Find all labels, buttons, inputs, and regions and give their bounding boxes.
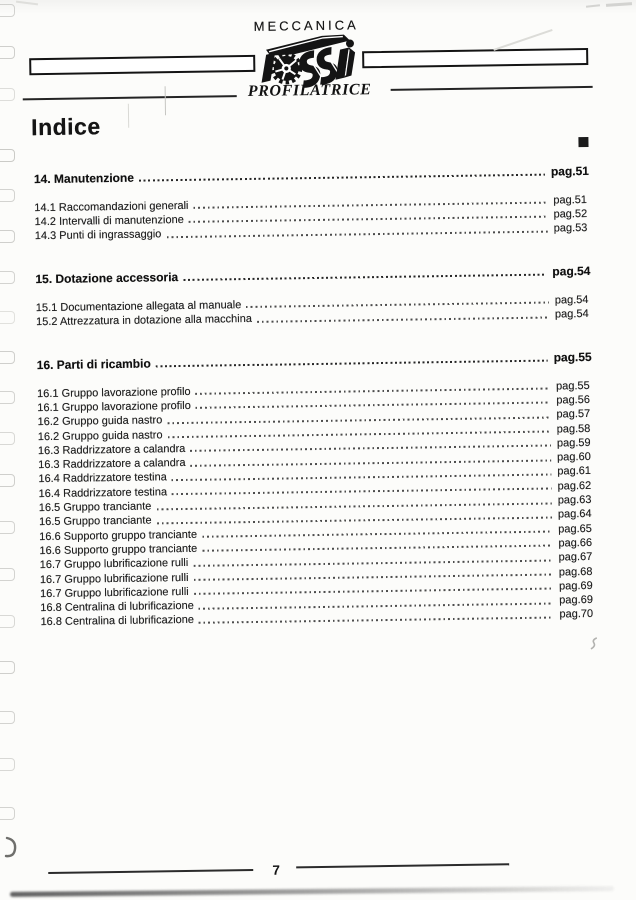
toc-entry-label: 16.1 Gruppo lavorazione profilo (37, 385, 191, 400)
brand-name: MECCANICA (253, 17, 359, 34)
toc-entry-label: 16.3 Raddrizzatore a calandra (37, 442, 186, 458)
toc-entry-label: 14.1 Raccomandazioni generali (34, 199, 189, 214)
toc-entry-label: 16.8 Centralina di lubrificazione (40, 614, 195, 629)
toc-entry-label: 16.7 Gruppo lubrificazione rulli (39, 571, 189, 586)
scan-crease (165, 86, 166, 115)
dotted-leader (166, 230, 547, 238)
toc-entry-label: 15. Dotazione accessoria (35, 270, 179, 287)
dotted-leader (183, 274, 546, 281)
toc-row (35, 264, 598, 287)
dotted-leader (156, 360, 548, 368)
toc-entry-label: 14.3 Punti di ingrassaggio (34, 228, 162, 243)
toc-entry-page: pag.54 (554, 293, 589, 307)
toc-entry-label: 14. Manutenzione (33, 170, 135, 187)
toc-entry-page: pag.58 (556, 422, 591, 436)
toc-entry-page: pag.54 (554, 308, 589, 321)
toc-entry-label: 16.7 Gruppo lubrificazione rulli (39, 557, 189, 572)
section-marker-square (578, 137, 588, 147)
toc-entry-page: pag.52 (553, 207, 588, 221)
scan-crease (128, 104, 129, 128)
scan-wrinkle (493, 29, 552, 50)
toc-entry-page: pag.68 (558, 565, 593, 578)
header-rule-left (23, 95, 237, 100)
toc-row (34, 164, 597, 187)
toc-entry-page: pag.51 (553, 193, 588, 207)
toc-entry-label: 16.2 Gruppo guida nastro (37, 414, 163, 429)
toc-entry-label: 16.2 Gruppo guida nastro (37, 428, 163, 443)
toc-entry-page: pag.60 (557, 451, 591, 464)
toc-entry-page: pag.55 (553, 350, 592, 365)
toc-entry-page: pag.59 (556, 436, 591, 450)
toc-entry-label: 16.8 Centralina di lubrificazione (40, 599, 194, 615)
page-number: 7 (272, 862, 281, 878)
toc-entry-page: pag.53 (553, 222, 588, 235)
toc-entry-page: pag.51 (550, 164, 590, 179)
scan-squiggle-mark (588, 636, 600, 655)
toc-entry-page: pag.69 (559, 594, 594, 607)
toc-entry-page: pag.64 (557, 508, 592, 521)
toc-entry-page: pag.66 (558, 536, 593, 550)
toc-entry-label: 16.6 Supporto gruppo tranciante (39, 528, 198, 543)
toc-row (37, 350, 600, 373)
toc-entry-label: 14.2 Intervalli di manutenzione (34, 213, 184, 229)
toc-entry-label: 16.5 Gruppo tranciante (38, 500, 152, 515)
toc-entry-page: pag.62 (557, 479, 592, 493)
toc-list (34, 164, 604, 629)
machine-name: PROFILATRICE (247, 81, 372, 101)
toc-entry-page: pag.63 (557, 493, 592, 507)
toc-entry-page: pag.56 (556, 393, 591, 407)
footer-rule-left (48, 869, 253, 874)
toc-entry-page: pag.67 (558, 551, 593, 564)
toc-entry-page: pag.55 (555, 379, 590, 393)
toc-entry-page: pag.61 (557, 465, 592, 478)
toc-entry-label: 16.6 Supporto gruppo tranciante (39, 542, 198, 558)
dotted-leader (199, 616, 554, 623)
dotted-leader (139, 174, 545, 182)
header-bar-right (362, 48, 588, 68)
footer-rule-right (296, 863, 509, 868)
header-bar-left (29, 55, 255, 75)
brand-logo gear-logotype-icon (260, 31, 359, 88)
toc-entry-label: 16. Parti di ricambio (36, 356, 151, 373)
dotted-leader (257, 316, 549, 322)
toc-entry-label: 16.7 Gruppo lubrificazione rulli (40, 585, 189, 600)
toc-entry-label: 16.4 Raddrizzatore testina (38, 485, 168, 500)
toc-entry-page: pag.65 (558, 522, 592, 536)
toc-entry-label: 15.1 Documentazione allegata al manuale (35, 298, 242, 314)
toc-entry-page: pag.54 (552, 264, 591, 279)
toc-entry-label: 16.1 Gruppo lavorazione profilo (37, 399, 191, 415)
toc-entry-label: 15.2 Attrezzatura in dotazione alla macchina (35, 313, 252, 329)
page-title: Indice (30, 113, 101, 141)
toc-entry-label: 16.5 Gruppo tranciante (38, 514, 152, 529)
toc-entry-page: pag.70 (559, 608, 594, 621)
toc-entry-page: pag.69 (558, 579, 593, 593)
toc-entry-label: 16.4 Raddrizzatore testina (38, 471, 167, 486)
toc-entry-page: pag.57 (556, 408, 591, 421)
toc-entry-label: 16.3 Raddrizzatore a calandra (38, 457, 186, 472)
header-rule-right (391, 86, 593, 91)
